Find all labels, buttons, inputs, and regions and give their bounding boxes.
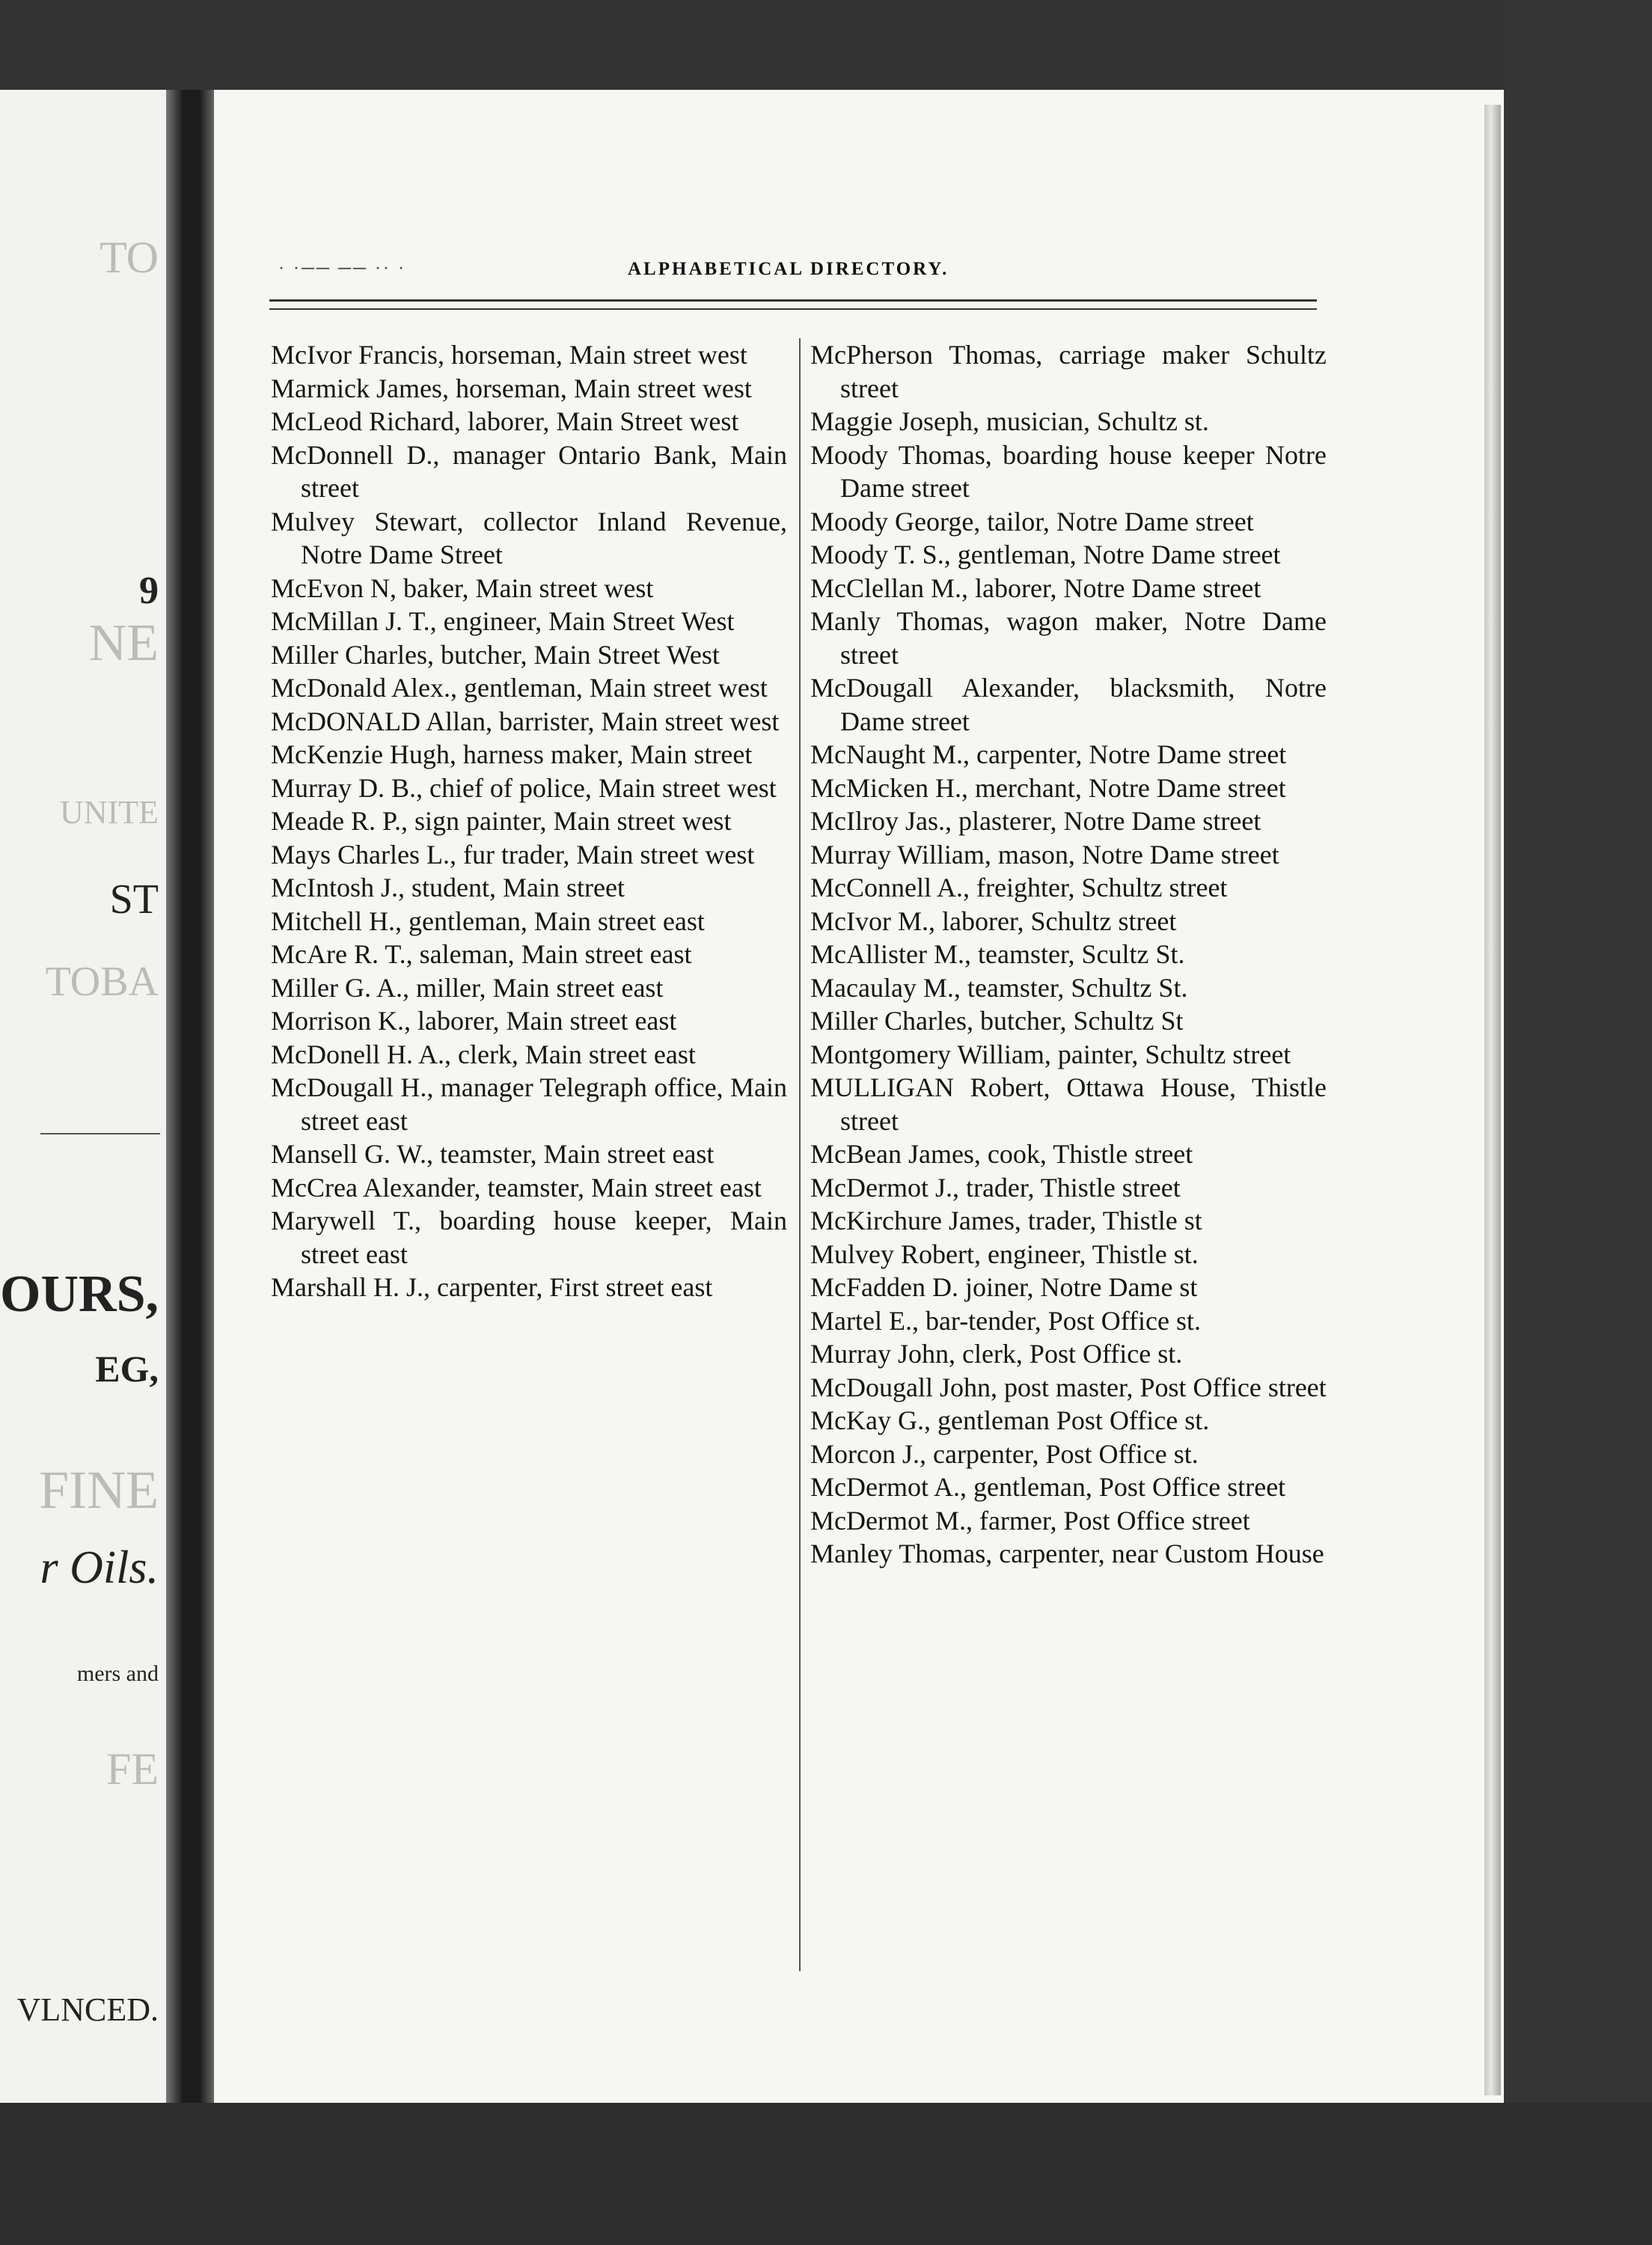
- page-edge: [1484, 105, 1501, 2095]
- left-fragment: 9: [139, 569, 159, 612]
- left-fragment: TO: [100, 233, 159, 282]
- header-rule: [269, 299, 1317, 302]
- left-fragment: FE: [105, 1744, 159, 1794]
- left-fragment: UNITE: [60, 794, 159, 831]
- directory-entry: McFadden D. joiner, Notre Dame st: [810, 1272, 1198, 1302]
- directory-entry: Mulvey Stewart, collector Inland Revenue, Notre Dame Street: [271, 506, 787, 569]
- left-fragment: r Oils.: [40, 1542, 159, 1593]
- directory-entry: McKirchure James, trader, Thistle st: [810, 1206, 1202, 1235]
- column-divider: [799, 338, 801, 1971]
- directory-entry: Mitchell H., gentleman, Main street east: [271, 905, 705, 936]
- directory-entry: Murray John, clerk, Post Office st.: [810, 1339, 1183, 1369]
- directory-entry: McDermot A., gentleman, Post Office street: [810, 1472, 1286, 1502]
- scanner-background-top: [0, 0, 1652, 105]
- directory-entry: McIntosh J., student, Main street: [271, 873, 625, 902]
- header-rule-thin: [269, 308, 1317, 310]
- left-fragment: OURS,: [0, 1265, 159, 1323]
- directory-entry: Manly Thomas, wagon maker, Notre Dame street: [810, 606, 1327, 670]
- directory-entry: McAre R. T., saleman, Main street east: [271, 939, 692, 969]
- directory-entry: McKenzie Hugh, harness maker, Main street: [271, 739, 753, 769]
- directory-entry: Mansell G. W., teamster, Main street east: [271, 1139, 715, 1169]
- directory-entry: Morcon J., carpenter, Post Office st.: [810, 1438, 1199, 1469]
- directory-entry: Marshall H. J., carpenter, First street east: [271, 1272, 713, 1302]
- left-fragment: FINE: [39, 1460, 159, 1520]
- scanner-background-right: [1504, 0, 1652, 2245]
- directory-entry: McCrea Alexander, teamster, Main street east: [271, 1172, 762, 1203]
- directory-entry: Meade R. P., sign painter, Main street west: [271, 806, 732, 836]
- directory-entry: McClellan M., laborer, Notre Dame street: [810, 572, 1261, 603]
- left-page-rule: [40, 1133, 160, 1134]
- directory-entry: McConnell A., freighter, Schultz street: [810, 873, 1228, 902]
- directory-entry: McMillan J. T., engineer, Main Street West: [271, 606, 735, 636]
- book-gutter: [166, 90, 214, 2103]
- directory-entry: McEvon N, baker, Main street west: [271, 572, 654, 603]
- directory-entry: McNaught M., carpenter, Notre Dame street: [810, 739, 1287, 769]
- directory-entry: McBean James, cook, Thistle street: [810, 1139, 1193, 1169]
- directory-entry: Miller Charles, butcher, Schultz St: [810, 1006, 1184, 1036]
- directory-entry: McIvor M., laborer, Schultz street: [810, 905, 1177, 936]
- left-fragment: NE: [88, 614, 159, 672]
- directory-entry: McIlroy Jas., plasterer, Notre Dame street: [810, 806, 1261, 836]
- left-fragment: EG,: [95, 1348, 159, 1390]
- directory-column-right: [810, 338, 1327, 1571]
- directory-entry: McAllister M., teamster, Scultz St.: [810, 939, 1185, 969]
- directory-entry: McKay G., gentleman Post Office st.: [810, 1405, 1210, 1435]
- directory-entry: McDougall Alexander, blacksmith, Notre Dame street: [810, 673, 1327, 736]
- directory-entry: Miller Charles, butcher, Main Street West: [271, 639, 720, 670]
- directory-entry: McMicken H., merchant, Notre Dame street: [810, 772, 1286, 803]
- directory-entry: McDonell H. A., clerk, Main street east: [271, 1039, 696, 1069]
- directory-entry: McDougall H., manager Telegraph office, Main street east: [271, 1072, 787, 1136]
- directory-entry: Martel E., bar-tender, Post Office st.: [810, 1305, 1202, 1336]
- directory-entry: Murray D. B., chief of police, Main street west: [271, 772, 777, 803]
- header-scribble: · ·── ── ·· ·: [278, 259, 406, 278]
- directory-entry: Moody George, tailor, Notre Dame street: [810, 506, 1254, 537]
- directory-entry: Manley Thomas, carpenter, near Custom House: [810, 1539, 1324, 1569]
- directory-entry: McDonnell D., manager Ontario Bank, Main street: [271, 439, 787, 503]
- directory-entry: McDermot J., trader, Thistle street: [810, 1172, 1181, 1203]
- directory-entry: McDonald Alex., gentleman, Main street west: [271, 673, 768, 703]
- directory-entry: Marmick James, horseman, Main street west: [271, 373, 752, 403]
- page-header: ALPHABETICAL DIRECTORY.: [628, 259, 949, 279]
- directory-entry: Maggie Joseph, musician, Schultz st.: [810, 406, 1209, 436]
- left-fragment: VLNCED.: [16, 1991, 159, 2028]
- directory-entry: Murray William, mason, Notre Dame street: [810, 839, 1279, 870]
- directory-entry: McDermot M., farmer, Post Office street: [810, 1505, 1250, 1536]
- directory-entry: McDONALD Allan, barrister, Main street west: [271, 706, 780, 736]
- directory-column-left: [271, 338, 787, 1304]
- directory-entry: McPherson Thomas, carriage maker Schultz street: [810, 340, 1327, 403]
- left-fragment: ST: [109, 876, 159, 923]
- directory-entry: Miller G. A., miller, Main street east: [271, 972, 664, 1003]
- directory-entry: McLeod Richard, laborer, Main Street west: [271, 406, 739, 436]
- directory-entry: Moody Thomas, boarding house keeper Notre Dame street: [810, 439, 1327, 503]
- directory-entry: Mulvey Robert, engineer, Thistle st.: [810, 1238, 1199, 1269]
- directory-entry: McDougall John, post master, Post Office street: [810, 1372, 1327, 1402]
- scanner-background-bottom: [0, 2103, 1652, 2245]
- left-fragment: mers and: [76, 1661, 159, 1686]
- directory-entry: Marywell T., boarding house keeper, Main street east: [271, 1206, 787, 1269]
- directory-entry: MULLIGAN Robert, Ottawa House, Thistle street: [810, 1072, 1327, 1136]
- directory-entry: Montgomery William, painter, Schultz street: [810, 1039, 1291, 1069]
- directory-entry: Mays Charles L., fur trader, Main street west: [271, 839, 755, 870]
- left-fragment: TOBA: [45, 959, 159, 1005]
- directory-entry: Morrison K., laborer, Main street east: [271, 1006, 677, 1036]
- directory-entry: McIvor Francis, horseman, Main street west: [271, 340, 747, 370]
- directory-entry: Macaulay M., teamster, Schultz St.: [810, 972, 1188, 1003]
- directory-entry: Moody T. S., gentleman, Notre Dame street: [810, 540, 1281, 569]
- adjacent-page-fragment: [0, 90, 166, 2103]
